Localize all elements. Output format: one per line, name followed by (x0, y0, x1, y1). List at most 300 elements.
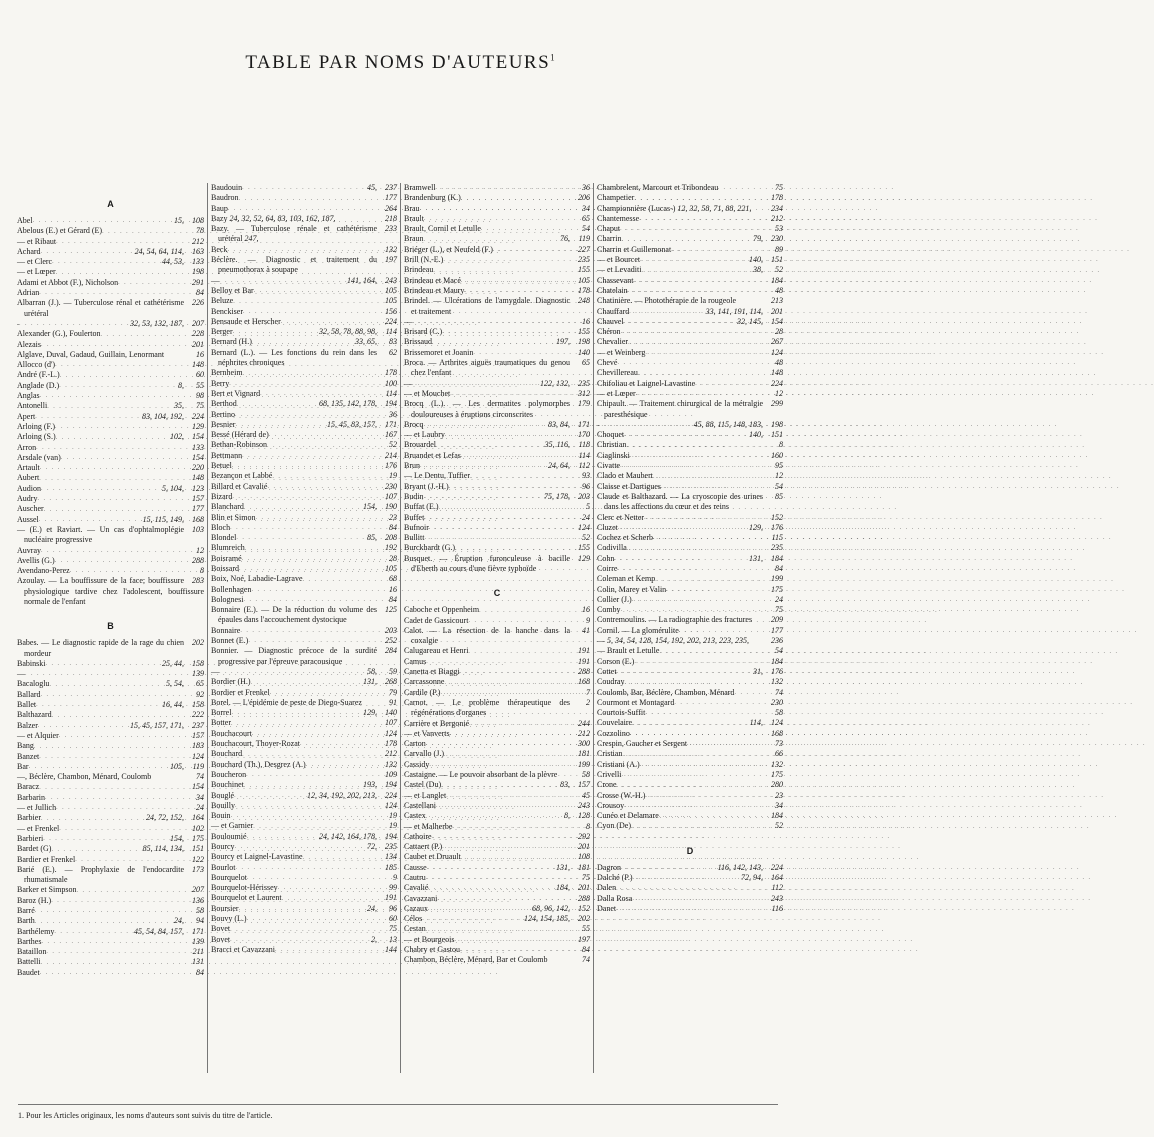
index-entry (17, 566, 204, 576)
author-name: Bramwell (404, 183, 436, 192)
index-entry (597, 523, 783, 533)
page-refs: 83, 104, 192, (142, 411, 184, 421)
author-name: Arsdale (van) (17, 452, 61, 462)
page-number: 198 (771, 419, 783, 429)
index-entry (597, 873, 783, 883)
leader-dots (55, 556, 184, 566)
leader-dots (39, 288, 184, 298)
index-entry (597, 224, 783, 234)
leader-dots (37, 494, 184, 504)
page-number: 264 (385, 203, 397, 213)
author-name: Castellani (404, 800, 436, 810)
author-name: Bordier et Frenkel (211, 687, 270, 697)
author-name: Chevalier (597, 337, 629, 347)
index-entry (404, 451, 590, 461)
leader-dots (46, 947, 184, 957)
page-refs: 25, 44, (162, 658, 184, 668)
index-entry (17, 494, 204, 504)
leader-dots (455, 935, 570, 945)
author-name: Bethan-Robinson (211, 440, 267, 450)
leader-dots (445, 430, 570, 440)
page-number: 122 (192, 854, 204, 864)
author-name: Colin, Marey et Valin (597, 584, 667, 594)
leader-dots (55, 360, 184, 370)
leader-dots (444, 678, 570, 688)
page-number: 157 (192, 730, 204, 740)
index-entry (597, 791, 783, 801)
author-name: Burckhardt (G.) (404, 543, 456, 553)
index-entry (211, 440, 397, 450)
page-refs: 129, (749, 522, 763, 532)
author-name: Chabry et Gastou (404, 945, 460, 955)
page-number: 124 (578, 522, 590, 532)
page-number: 212 (192, 236, 204, 246)
author-name: — (211, 275, 219, 285)
page-number: 230 (385, 481, 397, 491)
author-name: Brault (404, 213, 424, 223)
index-entry (404, 214, 590, 224)
leader-dots (443, 255, 570, 265)
leader-dots (461, 853, 570, 863)
index-entry (404, 440, 590, 450)
author-name: Cohn (597, 553, 615, 563)
author-name: Dalla Rosa (597, 893, 633, 903)
index-entry (597, 482, 783, 492)
page-number: 41 (582, 625, 590, 635)
leader-dots (25, 669, 184, 679)
page-number: 124 (385, 728, 397, 738)
index-entry (597, 337, 783, 347)
page-number: 179 (578, 399, 590, 409)
author-name: Brissemoret et Joanin (404, 347, 474, 357)
page-number: 28 (775, 327, 783, 337)
page-number: 140 (578, 347, 590, 357)
author-name: Cautru (404, 873, 426, 882)
author-name: Bonnaire (211, 625, 241, 635)
author-name: — et Weinberg (597, 347, 646, 357)
index-entry (211, 935, 397, 945)
index-entry (17, 525, 204, 546)
index-entry (597, 461, 783, 471)
author-name: Bouchard (Th.), Desgrez (A.) (211, 759, 306, 769)
index-entry (597, 513, 783, 523)
index-entry (211, 646, 397, 667)
page-number: 184 (771, 656, 783, 666)
leader-dots (432, 338, 556, 348)
page-number: 176 (771, 522, 783, 532)
leader-dots (56, 268, 184, 278)
index-entry (211, 502, 397, 512)
page-number: 75 (196, 401, 204, 411)
index-entry (211, 348, 397, 369)
author-name: Avellis (G.) (17, 555, 55, 565)
author-name: Castex (404, 811, 426, 821)
leader-dots (640, 760, 763, 770)
author-name: André (F.-L.) (17, 370, 60, 380)
index-entry (404, 193, 590, 203)
leader-dots (640, 255, 749, 265)
index-entry (597, 348, 783, 358)
page-number: 148 (192, 473, 204, 483)
leader-dots (439, 503, 570, 513)
leader-dots (461, 276, 570, 286)
page-number: 84 (775, 563, 783, 573)
page-number: 199 (771, 574, 783, 584)
page-number: 280 (771, 780, 783, 790)
index-entry (597, 564, 783, 574)
author-name: Barié (E.). — Prophylaxie de l'endocardite rhumatismale (17, 864, 184, 885)
author-name: Baudet (17, 967, 40, 977)
leader-dots (626, 441, 763, 451)
leader-dots (473, 348, 570, 358)
page-number: 175 (771, 769, 783, 779)
page-number: 53 (775, 224, 783, 234)
index-entry (17, 772, 204, 782)
index-entry (211, 893, 397, 903)
page-refs: 154, (363, 502, 377, 512)
leader-dots (621, 327, 763, 337)
author-name: Brindeau et Maury (404, 285, 465, 295)
page-number: 212 (578, 728, 590, 738)
index-entry (211, 718, 397, 728)
page-number: 168 (771, 728, 783, 738)
index-entry (597, 729, 783, 739)
page-number: 54 (582, 224, 590, 234)
index-entry (211, 883, 397, 893)
leader-dots (481, 224, 570, 234)
page-number: 34 (775, 800, 783, 810)
author-name: Coleman et Kemp (597, 574, 656, 584)
leader-dots (422, 914, 524, 924)
leader-dots (243, 369, 377, 379)
author-name: Buffet (404, 512, 425, 522)
page-number: 284 (385, 646, 397, 656)
leader-dots (493, 245, 570, 255)
page-refs: 5, 104, (162, 483, 184, 493)
leader-dots (455, 544, 570, 554)
leader-dots (60, 371, 184, 381)
page-number: 235 (578, 255, 590, 265)
index-entry (404, 379, 590, 389)
index-entry (17, 885, 204, 895)
leader-dots (653, 533, 763, 543)
author-name: Aussel (17, 514, 39, 524)
index-entry (597, 204, 783, 214)
leader-dots (679, 626, 763, 636)
leader-dots (36, 443, 184, 453)
leader-dots (632, 595, 763, 605)
author-name: — et Bourcet (597, 255, 641, 265)
index-entry (17, 762, 204, 772)
author-name: Brindel. — Ulcérations de l'amygdale. Diagnostic et traitement (404, 296, 570, 316)
author-name: — et Jullich (17, 803, 57, 813)
index-entry (211, 204, 397, 214)
page-number: 206 (578, 193, 590, 203)
leader-dots (420, 204, 570, 214)
index-entry (211, 420, 397, 430)
author-name: Bizard (211, 491, 233, 501)
author-name: Chipault. — Traitement chirurgical de la métralgie paresthésique (597, 399, 763, 419)
leader-dots (645, 708, 763, 718)
author-name: Danet (597, 903, 617, 913)
author-name: Buffat (E.) (404, 502, 439, 512)
leader-dots (235, 863, 377, 873)
author-name: Baup (211, 203, 228, 213)
leader-dots (633, 873, 741, 883)
page-number: 299 (771, 399, 783, 409)
page-number: 74 (196, 772, 204, 782)
index-entry (211, 626, 397, 636)
page-refs: 33, 141, 191, 114, (705, 306, 763, 316)
author-name: Beluze (211, 296, 234, 306)
author-name: Charrin (597, 234, 622, 244)
page-number: 124 (385, 800, 397, 810)
leader-dots (70, 566, 184, 576)
page-refs: 45, 88, 115, 148, 183, (693, 419, 763, 429)
page-number: 9 (393, 872, 397, 882)
page-number: 163 (192, 246, 204, 256)
page-number: 125 (385, 605, 397, 615)
leader-dots (248, 636, 377, 646)
page-number: 36 (582, 183, 590, 192)
author-name: Barbieri (17, 833, 44, 843)
author-name: Auvray (17, 545, 41, 555)
leader-dots (59, 381, 178, 391)
page-number: 54 (775, 646, 783, 656)
author-name: Dalen (597, 883, 617, 893)
author-name: Caboche et Oppenheim (404, 605, 480, 615)
page-number: 252 (385, 636, 397, 646)
page-number: 34 (582, 203, 590, 213)
page-refs: 2, (371, 934, 377, 944)
author-name: Cluzet (597, 522, 618, 532)
index-entry (597, 543, 783, 553)
leader-dots (624, 801, 763, 811)
page-number: 105 (578, 275, 590, 285)
index-entry (211, 873, 397, 883)
page-number: 96 (582, 481, 590, 491)
leader-dots (624, 430, 749, 440)
page-number: 181 (578, 862, 590, 872)
leader-dots (239, 904, 367, 914)
leader-dots (240, 626, 377, 636)
page-number: 168 (192, 514, 204, 524)
leader-dots (630, 729, 763, 739)
page-number: 191 (578, 646, 590, 656)
title-footnote-marker: 1 (550, 52, 555, 63)
page-number: 201 (771, 306, 783, 316)
index-entry (211, 543, 397, 553)
page-number: 7 (586, 687, 590, 697)
index-entry (17, 370, 204, 380)
page-number: 224 (385, 790, 397, 800)
author-name: — et Ribaut (17, 236, 57, 246)
page-refs: 184, (556, 883, 570, 893)
index-entry (404, 811, 590, 821)
author-name: Dagron (597, 862, 621, 872)
page-number: 75 (582, 873, 590, 882)
author-name: Bufnoir (404, 522, 429, 532)
index-entry (404, 791, 590, 801)
page-refs: 15, 115, 149, (142, 514, 184, 524)
leader-dots (655, 575, 763, 585)
leader-dots (41, 937, 184, 947)
page-number: 207 (192, 885, 204, 895)
page-number: 177 (385, 193, 397, 203)
author-name: Bertino (211, 409, 235, 419)
author-name: Cristiani (A.) (597, 759, 640, 769)
leader-dots (34, 742, 184, 752)
page-number: 12 (775, 471, 783, 481)
index-entry (17, 896, 204, 906)
author-name: Braun (404, 234, 424, 244)
index-entry (17, 824, 204, 834)
leader-dots (118, 278, 184, 288)
author-name: Bouchacourt (211, 728, 252, 738)
index-entry (404, 904, 590, 914)
author-name: Betuel (211, 461, 232, 471)
index-entry (17, 576, 204, 607)
author-name: Bouglé (211, 790, 235, 800)
leader-dots (621, 863, 718, 873)
page-refs: 79, (753, 234, 763, 244)
author-name: Cunéo et Delamare (597, 811, 659, 821)
index-entry (17, 700, 204, 710)
leader-dots (52, 711, 184, 721)
author-name: Carton (404, 739, 426, 749)
author-name: Dalché (P.) (597, 873, 633, 882)
index-entry (211, 945, 397, 955)
author-name: Camus (404, 656, 427, 666)
index-entry (597, 234, 783, 244)
page-number: 191 (578, 656, 590, 666)
author-name: Chambrelent, Marcourt et Tribondeau (597, 183, 719, 192)
leader-dots (232, 461, 377, 471)
page-number: 79 (389, 687, 397, 697)
index-entry (404, 626, 590, 647)
index-entry (17, 638, 204, 659)
page-number: 112 (771, 883, 783, 893)
page-number: 291 (192, 277, 204, 287)
author-name: Bloch (211, 522, 231, 532)
leader-dots (252, 729, 377, 739)
index-entry (17, 793, 204, 803)
page-number: 170 (578, 430, 590, 440)
index-entry (597, 595, 783, 605)
index-entry (404, 296, 590, 317)
index-entry (17, 855, 204, 865)
index-entry (404, 935, 590, 945)
leader-dots (442, 327, 570, 337)
index-entry (404, 822, 590, 832)
leader-dots (695, 379, 763, 389)
index-entry (17, 267, 204, 277)
leader-dots (51, 896, 184, 906)
leader-dots (645, 348, 763, 358)
page-number: 68 (389, 574, 397, 584)
page-number: 54 (775, 481, 783, 491)
page-number: 198 (192, 267, 204, 277)
leader-dots (282, 894, 377, 904)
page-number: 102 (192, 823, 204, 833)
page-number: 243 (771, 893, 783, 903)
page-refs: 24, (367, 903, 377, 913)
leader-dots (450, 389, 570, 399)
index-entry (211, 595, 397, 605)
leader-dots (436, 441, 545, 451)
index-entry (211, 842, 397, 852)
leader-dots (303, 853, 377, 863)
index-entry (404, 255, 590, 265)
leader-dots (235, 842, 367, 852)
index-entry (17, 515, 204, 525)
leader-dots (436, 183, 570, 193)
author-name: Bovet (211, 924, 231, 934)
author-name: Chevé (597, 358, 618, 368)
page-number: 157 (192, 494, 204, 504)
author-name: Brindeau et Macé (404, 275, 461, 285)
page-number: 19 (389, 811, 397, 821)
leader-dots (460, 945, 570, 955)
index-entry (597, 420, 783, 430)
page-number: 201 (192, 339, 204, 349)
leader-dots (41, 340, 184, 350)
author-name: Baracz (17, 782, 40, 792)
page-number: 75 (775, 605, 783, 615)
index-entry (404, 337, 590, 347)
leader-dots (622, 750, 763, 760)
author-name: Blondel (211, 533, 237, 543)
leader-dots (75, 855, 184, 865)
author-name: Banzet (17, 751, 40, 761)
index-entry (597, 698, 783, 708)
author-name: Christian (597, 440, 627, 450)
leader-dots (41, 958, 184, 968)
page-refs: 15, 45, 83, 157, (327, 419, 377, 429)
page-refs: 24, 142, 164, 178, (319, 831, 377, 841)
leader-dots (45, 793, 184, 803)
leader-dots (243, 595, 377, 605)
leader-dots (446, 791, 570, 801)
leader-dots (653, 472, 763, 482)
author-name: Brocq (404, 419, 424, 429)
page-number: 84 (196, 967, 204, 977)
index-entry (597, 821, 783, 831)
leader-dots (440, 688, 570, 698)
index-entry (597, 183, 783, 193)
author-name: Crosse (W.-H.) (597, 790, 646, 800)
leader-dots (246, 770, 377, 780)
page-refs: 8, (564, 811, 570, 821)
author-name: Belloy et Bar (211, 285, 254, 295)
index-entry (17, 432, 204, 442)
page-number: 226 (192, 298, 204, 308)
author-name: Couvelaire (597, 718, 633, 728)
leader-dots (617, 667, 753, 677)
author-name: Abelous (E.) et Gérard (E) (17, 226, 103, 236)
author-name: Castel (Du) (404, 780, 442, 790)
leader-dots (468, 647, 570, 657)
author-name: Audry (17, 494, 38, 504)
index-entry (404, 245, 590, 255)
author-name: Courmont et Montagard (597, 697, 675, 707)
index-entry (597, 451, 783, 461)
page-number: 158 (192, 700, 204, 710)
page-number: 171 (192, 926, 204, 936)
leader-dots (412, 379, 540, 389)
leader-dots (247, 873, 377, 883)
index-entry (597, 646, 783, 656)
